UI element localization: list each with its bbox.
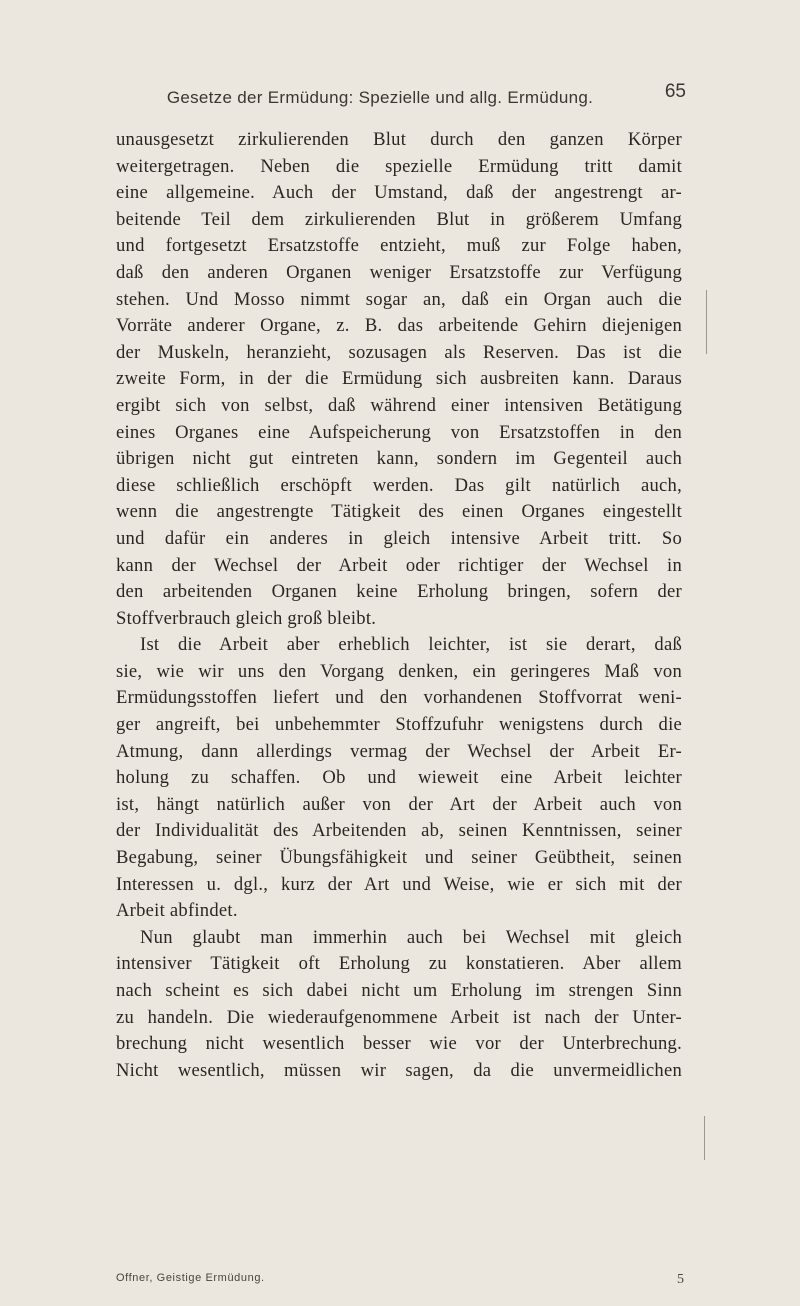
- text-line: weitergetragen. Neben die spezielle Ermüdung tritt damit: [116, 155, 682, 177]
- text-line: holung zu schaffen. Ob und wieweit eine Arbeit leichter: [116, 767, 682, 789]
- running-head: [0, 81, 800, 112]
- margin-mark: [706, 290, 707, 354]
- text-line: intensiver Tätigkeit oft Erholung zu konstatieren. Aber allem: [116, 953, 682, 975]
- paragraph-end-line: Arbeit abfindet.: [116, 900, 238, 922]
- publisher-line: Offner, Geistige Ermüdung.: [116, 1272, 265, 1284]
- text-line: beitende Teil dem zirkulierenden Blut in größerem Umfang: [116, 208, 682, 230]
- text-line: eines Organes eine Aufspeicherung von Ersatzstoffen in den: [116, 421, 682, 443]
- text-line: daß den anderen Organen weniger Ersatzstoffe zur Verfügung: [116, 261, 682, 283]
- body-text: [116, 127, 682, 1084]
- text-line: brechung nicht wesentlich besser wie vor der Unterbrechung.: [116, 1033, 682, 1055]
- text-line: der Muskeln, heranzieht, sozusagen als Reserven. Das ist die: [116, 341, 682, 363]
- text-line: ergibt sich von selbst, daß während einer intensiven Betätigung: [116, 394, 682, 416]
- paragraph-end-line: Stoffverbrauch gleich groß bleibt.: [116, 607, 377, 629]
- page-footer: [116, 1272, 682, 1290]
- text-line: zweite Form, in der die Ermüdung sich ausbreiten kann. Daraus: [116, 368, 682, 390]
- paragraph-start-line: Nun glaubt man immerhin auch bei Wechsel mit gleich: [140, 926, 682, 948]
- text-line: Vorräte anderer Organe, z. B. das arbeitende Gehirn diejenigen: [116, 315, 682, 337]
- text-line: Ermüdungsstoffen liefert und den vorhandenen Stoffvorrat weni-: [116, 687, 682, 709]
- text-line: eine allgemeine. Auch der Umstand, daß der angestrengt ar-: [116, 182, 682, 204]
- text-line: der Individualität des Arbeitenden ab, seinen Kenntnissen, seiner: [116, 820, 682, 842]
- text-line: ist, hängt natürlich außer von der Art der Arbeit auch von: [116, 793, 682, 815]
- text-line: und fortgesetzt Ersatzstoffe entzieht, muß zur Folge haben,: [116, 235, 682, 257]
- text-line: und dafür ein anderes in gleich intensive Arbeit tritt. So: [116, 527, 682, 549]
- text-line: sie, wie wir uns den Vorgang denken, ein geringeres Maß von: [116, 660, 682, 682]
- text-line: diese schließlich erschöpft werden. Das gilt natürlich auch,: [116, 474, 682, 496]
- text-line: übrigen nicht gut eintreten kann, sondern im Gegenteil auch: [116, 448, 682, 470]
- text-line: stehen. Und Mosso nimmt sogar an, daß ein Organ auch die: [116, 288, 682, 310]
- text-line: unausgesetzt zirkulierenden Blut durch den ganzen Körper: [116, 129, 682, 150]
- text-line: den arbeitenden Organen keine Erholung bringen, sofern der: [116, 581, 682, 603]
- running-title: Gesetze der Ermüdung: Spezielle und allg. Ermüdung.: [166, 88, 594, 107]
- margin-mark: [704, 1116, 705, 1160]
- text-line: wenn die angestrengte Tätigkeit des einen Organes eingestellt: [116, 501, 682, 523]
- text-line: ger angreift, bei unbehemmter Stoffzufuhr wenigstens durch die: [116, 714, 682, 736]
- paragraph-start-line: Ist die Arbeit aber erheblich leichter, ist sie derart, daß: [140, 634, 682, 656]
- page-number: 65: [664, 81, 686, 102]
- text-line: Atmung, dann allerdings vermag der Wechsel der Arbeit Er-: [116, 740, 682, 762]
- signature-mark: 5: [677, 1272, 684, 1287]
- text-line: zu handeln. Die wiederaufgenommene Arbeit ist nach der Unter-: [116, 1006, 682, 1028]
- text-line: Nicht wesentlich, müssen wir sagen, da die unvermeidlichen: [116, 1059, 682, 1081]
- text-line: Begabung, seiner Übungsfähigkeit und seiner Geübtheit, seinen: [116, 847, 682, 869]
- text-line: kann der Wechsel der Arbeit oder richtiger der Wechsel in: [116, 554, 682, 576]
- text-line: nach scheint es sich dabei nicht um Erholung im strengen Sinn: [116, 980, 682, 1001]
- text-line: Interessen u. dgl., kurz der Art und Weise, wie er sich mit der: [116, 873, 682, 895]
